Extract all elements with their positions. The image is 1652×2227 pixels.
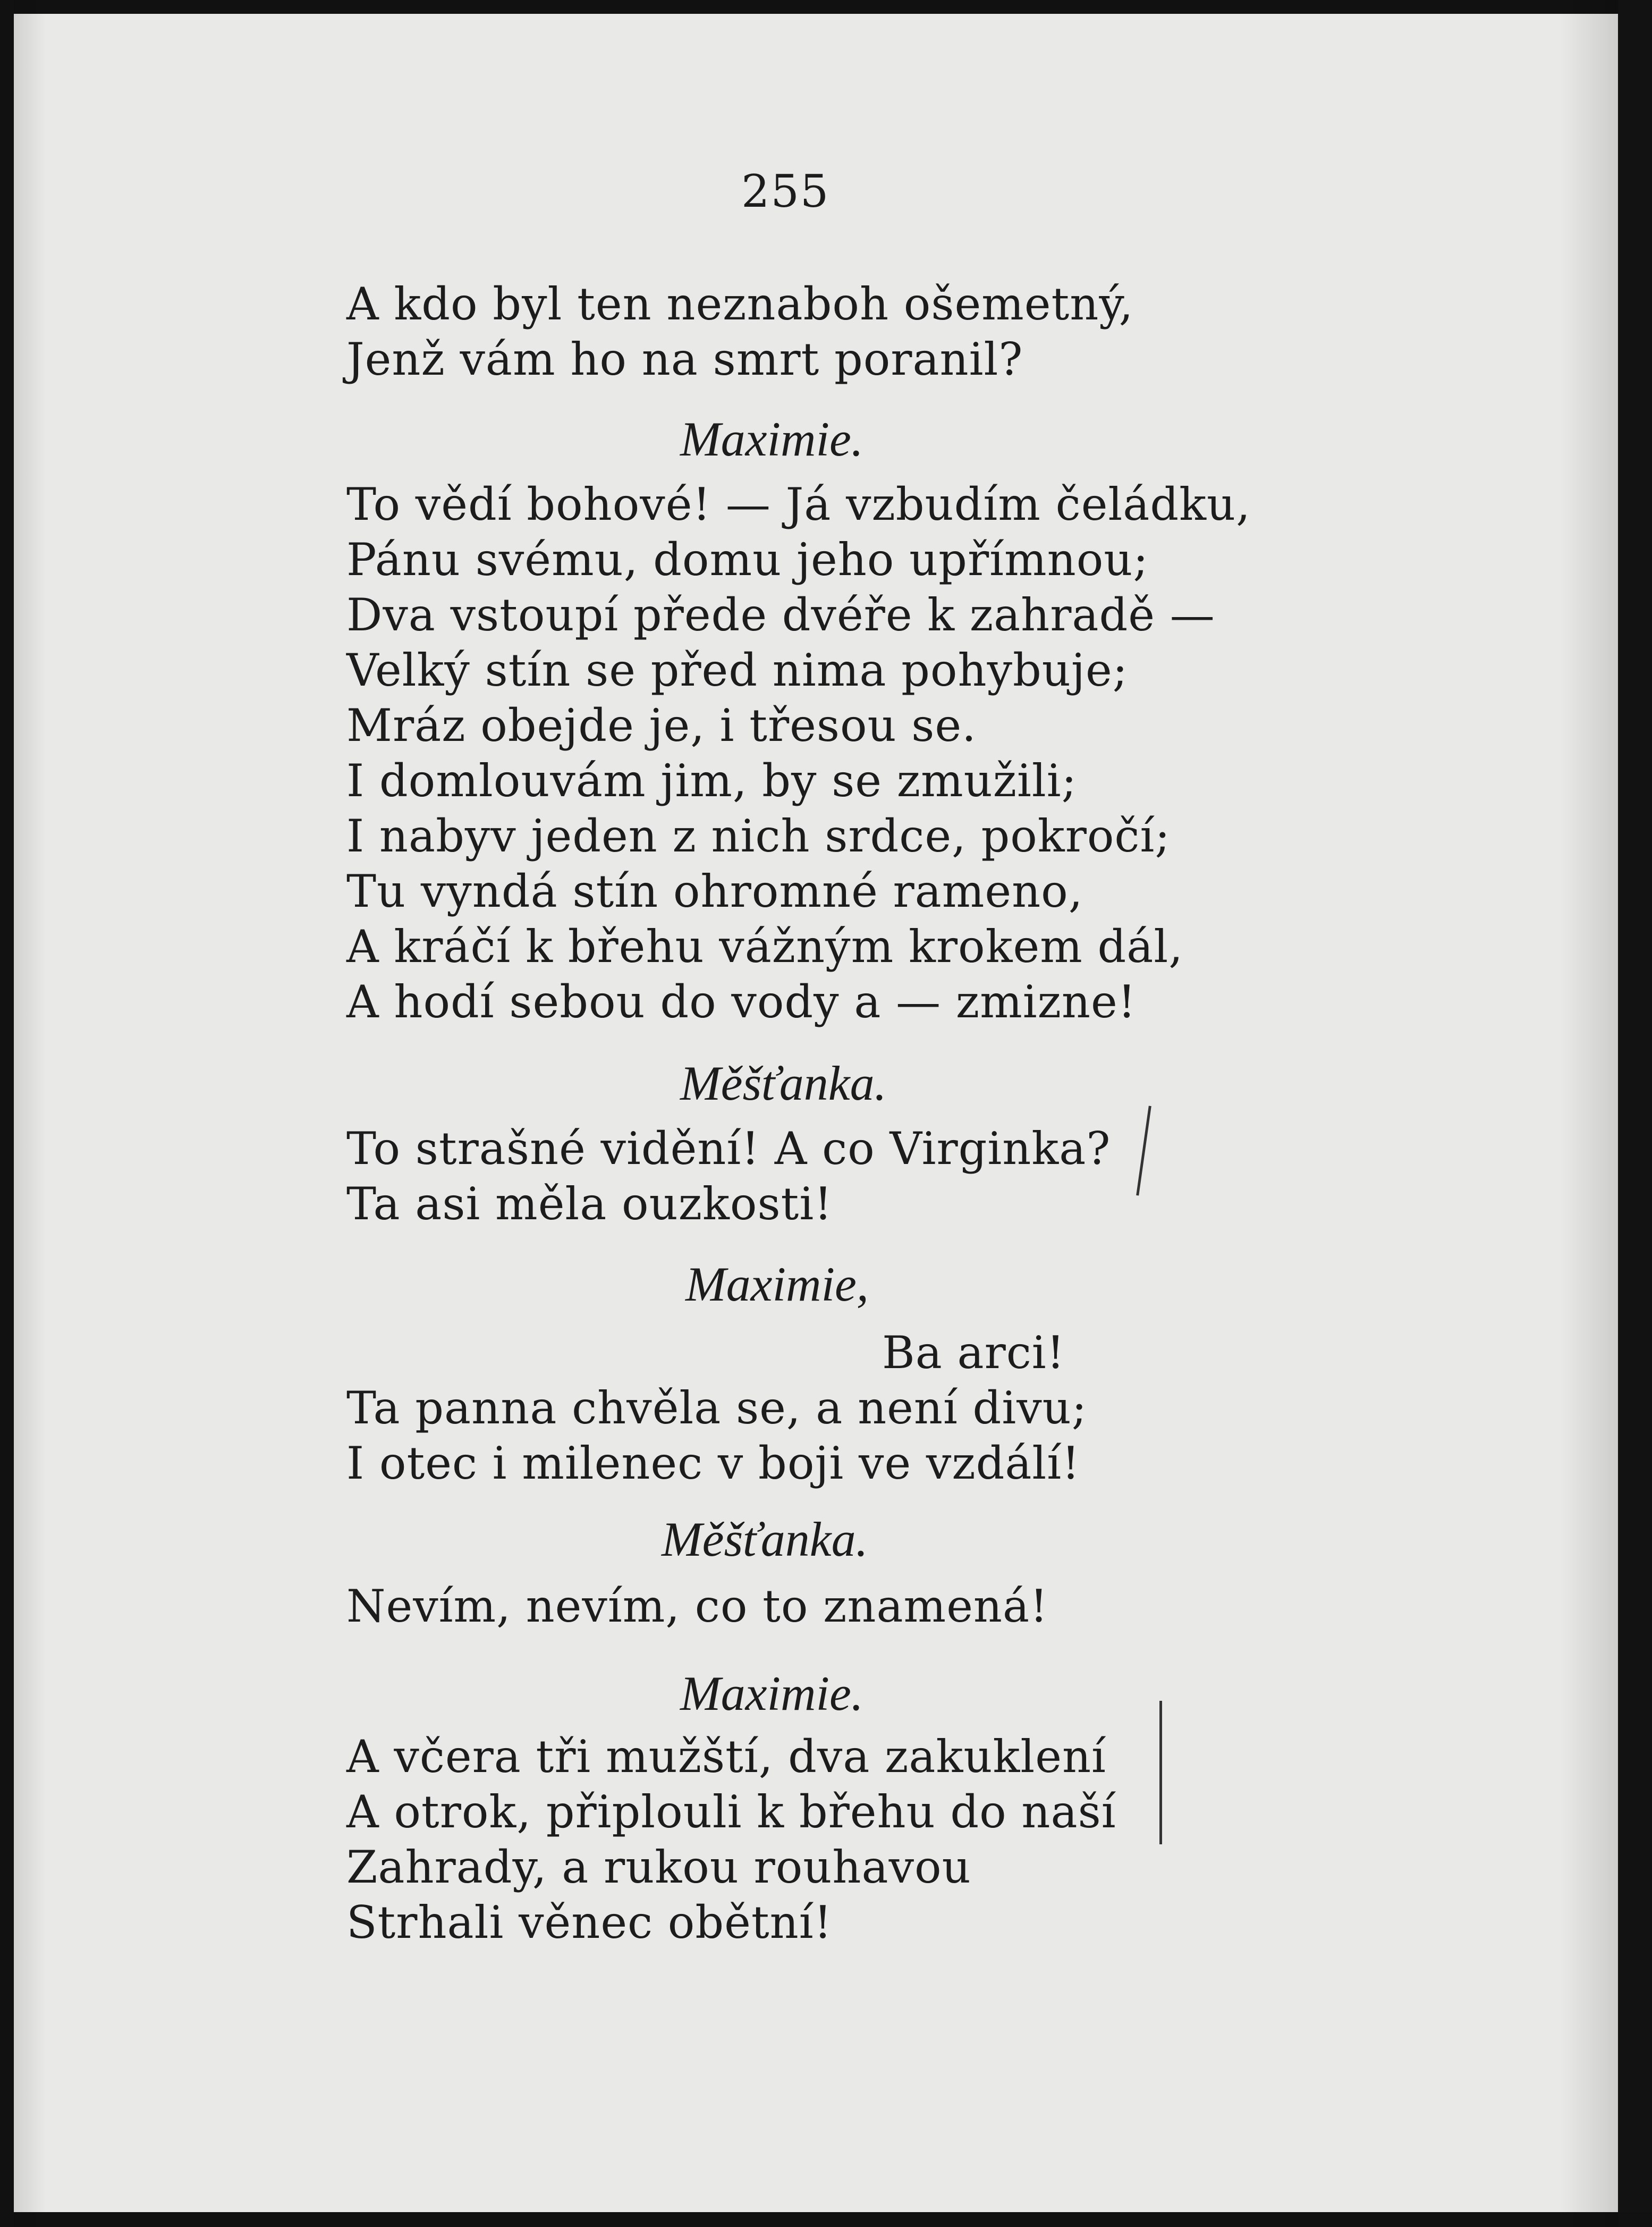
scan-border-right xyxy=(1618,0,1652,2227)
verse-line: A včera tři mužští, dva zakuklení xyxy=(346,1731,1106,1783)
verse-line: I nabyv jeden z nich srdce, pokročí; xyxy=(346,810,1171,862)
speaker-name: Měšťanka. xyxy=(662,1512,868,1566)
verse-line: A hodí sebou do vody a — zmizne! xyxy=(346,976,1137,1028)
page-shadow-right xyxy=(1560,0,1618,2227)
verse-line: Pánu svému, domu jeho upřímnou; xyxy=(346,534,1149,586)
verse-line: Dva vstoupí přede dvéře k zahradě — xyxy=(346,589,1215,641)
scan-border-top xyxy=(0,0,1652,14)
verse-line: Ba arci! xyxy=(882,1327,1065,1379)
verse-line: Tu vyndá stín ohromné rameno, xyxy=(346,865,1083,917)
verse-line: Ta asi měla ouzkosti! xyxy=(346,1178,833,1230)
margin-mark xyxy=(1136,1106,1151,1195)
page-number: 255 xyxy=(741,165,830,217)
verse-line: Nevím, nevím, co to znamená! xyxy=(346,1580,1048,1632)
verse-line: Jenž vám ho na smrt poranil? xyxy=(346,333,1023,385)
verse-line: Strhali věnec obětní! xyxy=(346,1896,833,1948)
verse-line: A kráčí k břehu vážným krokem dál, xyxy=(346,921,1183,973)
verse-line: To strašné vidění! A co Virginka? xyxy=(346,1123,1111,1175)
speaker-name: Maximie. xyxy=(680,412,863,466)
page-shadow-left xyxy=(14,0,46,2227)
speaker-name: Maximie. xyxy=(680,1666,863,1720)
verse-line: I domlouvám jim, by se zmužili; xyxy=(346,755,1077,807)
speaker-name: Maximie, xyxy=(685,1257,869,1311)
margin-mark xyxy=(1159,1701,1162,1844)
scan-border-bottom xyxy=(0,2212,1652,2227)
speaker-name: Měšťanka. xyxy=(680,1056,887,1110)
verse-line: Velký stín se před nima pohybuje; xyxy=(346,644,1128,696)
verse-line: Mráz obejde je, i třesou se. xyxy=(346,699,977,752)
verse-line: A otrok, připlouli k břehu do naší xyxy=(346,1786,1116,1838)
verse-line: I otec i milenec v boji ve vzdálí! xyxy=(346,1437,1080,1489)
verse-line: A kdo byl ten neznaboh ošemetný, xyxy=(346,278,1134,330)
verse-line: Zahrady, a rukou rouhavou xyxy=(346,1841,971,1893)
scan-border-left xyxy=(0,0,14,2227)
verse-line: To vědí bohové! — Já vzbudím čeládku, xyxy=(346,478,1251,530)
verse-line: Ta panna chvěla se, a není divu; xyxy=(346,1382,1088,1434)
